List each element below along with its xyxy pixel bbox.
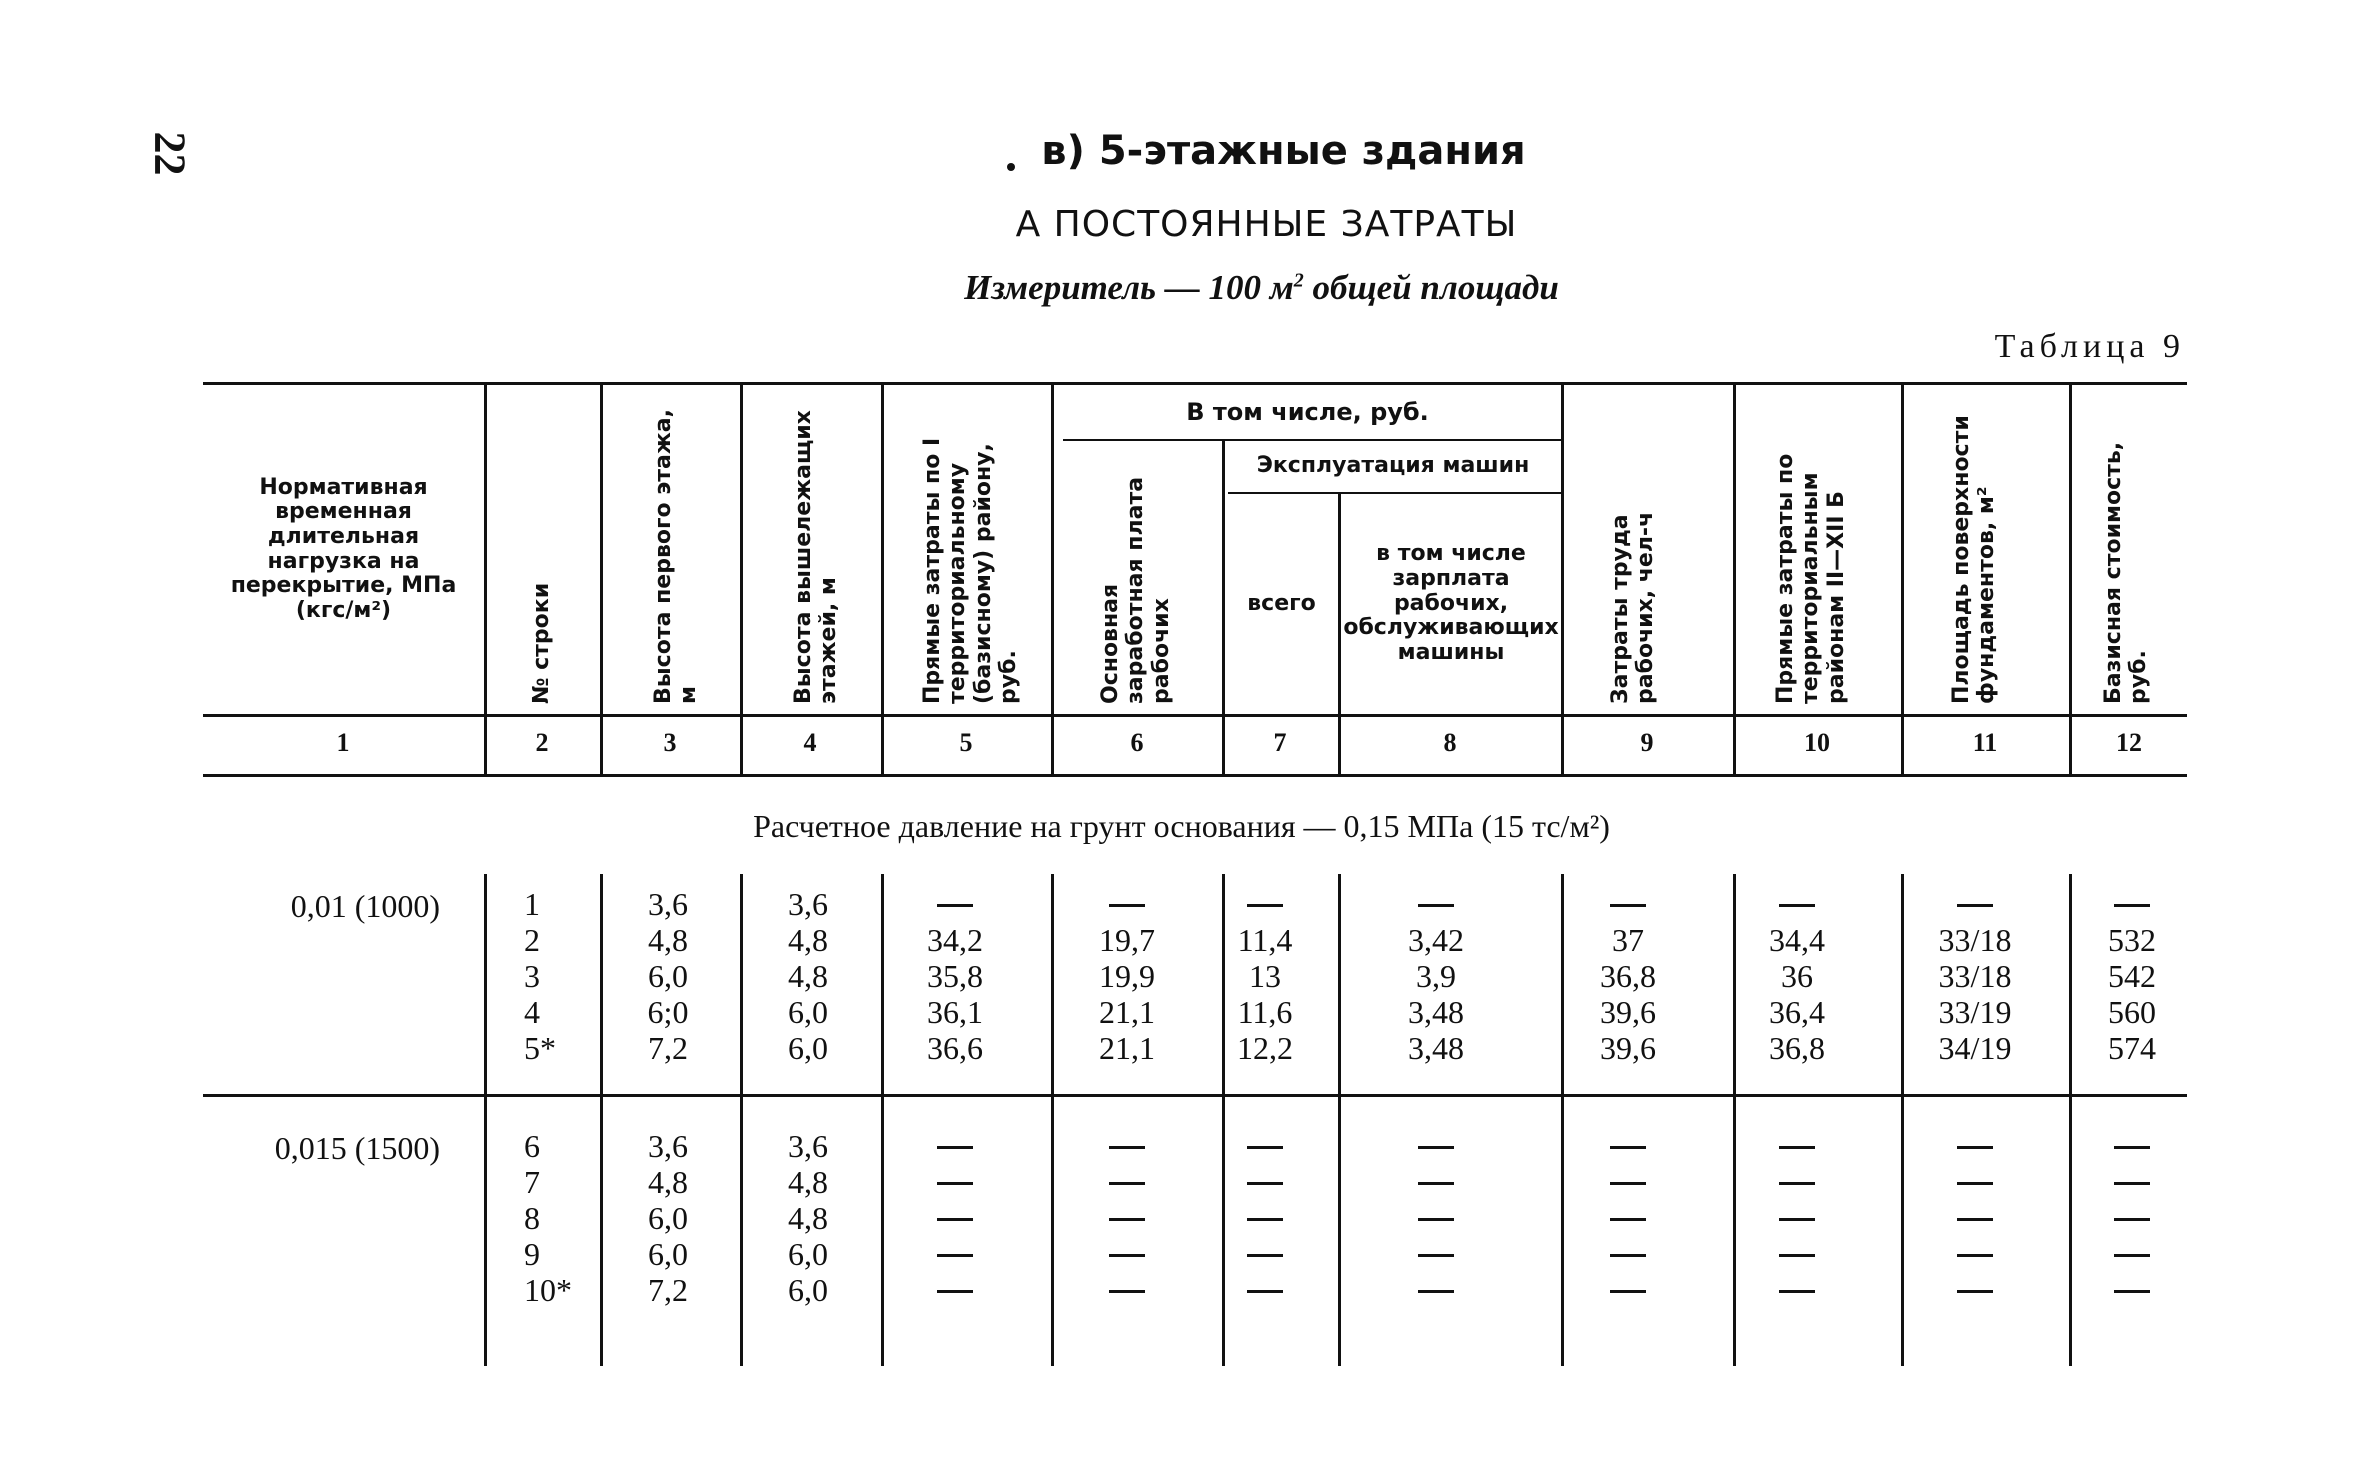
table-cell (1418, 1164, 1454, 1200)
table-cell: 34/19 (1938, 1030, 2012, 1066)
table-cell (1610, 1128, 1646, 1164)
colnum-7: 7 (1273, 728, 1287, 757)
table-cell: 3 (524, 958, 540, 994)
page-number: 22 (145, 131, 195, 176)
table-cell: 4 (524, 994, 540, 1030)
colnum-8: 8 (1443, 728, 1457, 757)
table-cell: 21,1 (1099, 1030, 1155, 1066)
group1-col-first-floor-height (636, 886, 700, 1066)
table-cell: 574 (2108, 1030, 2156, 1066)
colnum-bottom-rule (203, 774, 2187, 777)
table-cell: 3,48 (1408, 994, 1464, 1030)
table-cell: 11,6 (1237, 994, 1293, 1030)
table-cell: 1 (524, 886, 540, 922)
colnum-12: 12 (2116, 728, 2142, 757)
group2-col-row-number (524, 1128, 584, 1308)
header-row-number: № строки (529, 582, 554, 704)
table-cell: 10* (524, 1272, 572, 1308)
header-bottom-rule (203, 714, 2187, 717)
table-cell (1418, 1272, 1454, 1308)
table-cell: 7 (524, 1164, 540, 1200)
table-cell (1247, 1164, 1283, 1200)
table-cell: 4,8 (788, 1164, 828, 1200)
colnum-9: 9 (1640, 728, 1654, 757)
table-cell: 36,6 (927, 1030, 983, 1066)
section-title: Расчетное давление на грунт основания — 0,15 МПа (15 тс/м²) (753, 808, 1610, 844)
table-cell: 6,0 (788, 1030, 828, 1066)
table-cell: 19,9 (1099, 958, 1155, 994)
table-cell: 12,2 (1237, 1030, 1293, 1066)
table-cell (2114, 1272, 2150, 1308)
table-cell (1779, 1272, 1815, 1308)
group1-col-upper-floor-height (776, 886, 840, 1066)
group2-col-base-wage (1092, 1128, 1162, 1308)
colnum-5: 5 (959, 728, 973, 757)
table-cell (1109, 1164, 1145, 1200)
group1-col-foundation-area (1930, 886, 2020, 1066)
table-cell: 8 (524, 1200, 540, 1236)
group1-col-direct-costs-regions (1765, 886, 1829, 1066)
colnum-1: 1 (336, 728, 350, 757)
table-cell: 5* (524, 1030, 556, 1066)
table-cell (937, 1164, 973, 1200)
group2-col-direct-costs-base (920, 1128, 990, 1308)
group2-col-direct-costs-regions (1765, 1128, 1829, 1308)
table-cell (1247, 1272, 1283, 1308)
table-cell: 36,8 (1769, 1030, 1825, 1066)
table-cell: 3,9 (1416, 958, 1456, 994)
header-direct-costs-regions: Прямые затраты по территориальным районам II—XII Б (1773, 453, 1849, 704)
colnum-10: 10 (1804, 728, 1830, 757)
table-cell: 7,2 (648, 1030, 688, 1066)
group1-col-base-cost (2104, 886, 2160, 1066)
table-cell: 3,6 (648, 886, 688, 922)
table-cell: 7,2 (648, 1272, 688, 1308)
table-cell (1779, 1236, 1815, 1272)
table-cell: 39,6 (1600, 1030, 1656, 1066)
group2-col-first-floor-height (636, 1128, 700, 1308)
table-cell: 11,4 (1237, 922, 1293, 958)
table-cell: 4,8 (788, 1200, 828, 1236)
header-base-cost: Базисная стоимость, руб. (2101, 441, 2152, 704)
table-cell: 36,8 (1600, 958, 1656, 994)
table-cell (1957, 1236, 1993, 1272)
colnum-2: 2 (535, 728, 549, 757)
group1-load: 0,01 (1000) (290, 888, 440, 924)
table-cell (937, 1128, 973, 1164)
table-cell (1247, 1200, 1283, 1236)
table-cell (2114, 886, 2150, 922)
header-upper-floor-height: Высота вышележащих этажей, м (791, 410, 842, 704)
table-cell: 4,8 (788, 958, 828, 994)
table-cell (1109, 1236, 1145, 1272)
group2-col-foundation-area (1930, 1128, 2020, 1308)
table-cell: 532 (2108, 922, 2156, 958)
table-cell (1247, 1128, 1283, 1164)
table-cell: 542 (2108, 958, 2156, 994)
header-machine-operation: Эксплуатация машин (1256, 453, 1530, 479)
table-cell (1109, 1272, 1145, 1308)
table-cell (1610, 1200, 1646, 1236)
table-cell: 3,42 (1408, 922, 1464, 958)
header-load: Нормативная временная длительная нагрузка на перекрытие, МПа (кгс/м²) (230, 474, 457, 623)
table-cell (1109, 1200, 1145, 1236)
table-cell (1418, 886, 1454, 922)
table-cell: 39,6 (1600, 994, 1656, 1030)
header-first-floor-height: Высота первого этажа, м (651, 409, 702, 704)
group2-col-machine-wages (1400, 1128, 1472, 1308)
table-cell (1418, 1128, 1454, 1164)
header-direct-costs-base: Прямые затраты по I территориальному (базисному) району, руб. (920, 437, 1021, 704)
table-cell (1779, 1164, 1815, 1200)
table-cell: 34,4 (1769, 922, 1825, 958)
subheading: А ПОСТОЯННЫЕ ЗАТРАТЫ (1015, 204, 1518, 245)
table-cell (937, 1200, 973, 1236)
table-cell: 19,7 (1099, 922, 1155, 958)
table-cell: 33/19 (1938, 994, 2012, 1030)
table-cell: 36,1 (927, 994, 983, 1030)
table-cell: 6,0 (648, 1236, 688, 1272)
table-cell: 6,0 (648, 1200, 688, 1236)
header-machine-wages: в том числе зарплата рабочих, обслуживающих машины (1343, 541, 1559, 665)
section-heading (0, 128, 2363, 174)
table-cell: 6 (524, 1128, 540, 1164)
group-divider-rule (203, 1094, 2187, 1097)
data-table (203, 382, 2187, 1367)
colnum-6: 6 (1130, 728, 1144, 757)
table-cell: 4,8 (788, 922, 828, 958)
table-cell: 33/18 (1938, 922, 2012, 958)
table-cell (1610, 1272, 1646, 1308)
colnum-11: 11 (1972, 728, 1998, 757)
group1-col-row-number (524, 886, 584, 1066)
table-cell: 3,6 (788, 1128, 828, 1164)
table-cell (1957, 1272, 1993, 1308)
table-cell: 37 (1612, 922, 1644, 958)
group1-col-machines-total (1233, 886, 1297, 1066)
table-cell: 36,4 (1769, 994, 1825, 1030)
table-cell (1610, 1164, 1646, 1200)
header-group-including: В том числе, руб. (1186, 397, 1429, 426)
table-cell: 33/18 (1938, 958, 2012, 994)
heading-text: в) 5-этажные здания (1041, 128, 1526, 174)
group1-col-direct-costs-base (920, 886, 990, 1066)
group1-col-base-wage (1092, 886, 1162, 1066)
table-cell (1779, 886, 1815, 922)
table-label: Таблица 9 (1994, 328, 2185, 365)
table-cell (2114, 1200, 2150, 1236)
table-cell (937, 1236, 973, 1272)
table-cell: 36 (1781, 958, 1813, 994)
table-cell: 6,0 (788, 1236, 828, 1272)
table-cell (1610, 1236, 1646, 1272)
table-cell (1957, 886, 1993, 922)
table-cell: 2 (524, 922, 540, 958)
table-cell: 3,48 (1408, 1030, 1464, 1066)
colnum-4: 4 (803, 728, 817, 757)
table-cell: 560 (2108, 994, 2156, 1030)
table-cell: 6,0 (648, 958, 688, 994)
group2-col-labor-costs (1596, 1128, 1660, 1308)
table-cell: 4,8 (648, 922, 688, 958)
group1-col-labor-costs (1596, 886, 1660, 1066)
group2-col-base-cost (2104, 1128, 2160, 1308)
table-cell (2114, 1236, 2150, 1272)
table-cell (1957, 1200, 1993, 1236)
table-cell: 13 (1249, 958, 1281, 994)
group1-col-machine-wages (1400, 886, 1472, 1066)
table-cell: 35,8 (927, 958, 983, 994)
table-cell: 3,6 (788, 886, 828, 922)
table-cell (1109, 886, 1145, 922)
table-cell (1418, 1236, 1454, 1272)
table-cell (2114, 1128, 2150, 1164)
table-cell: 3,6 (648, 1128, 688, 1164)
table-cell: 34,2 (927, 922, 983, 958)
table-cell (1610, 886, 1646, 922)
table-cell: 6;0 (647, 994, 689, 1030)
table-cell (937, 1272, 973, 1308)
header-foundation-area: Площадь поверхности фундаментов, м² (1949, 415, 2000, 704)
table-cell: 6,0 (788, 994, 828, 1030)
table-cell: 4,8 (648, 1164, 688, 1200)
table-cell (1418, 1200, 1454, 1236)
table-cell (1957, 1128, 1993, 1164)
colnum-3: 3 (663, 728, 677, 757)
table-cell (1779, 1128, 1815, 1164)
bullet-dot (1007, 163, 1015, 171)
table-cell: 6,0 (788, 1272, 828, 1308)
table-cell: 9 (524, 1236, 540, 1272)
group2-col-upper-floor-height (776, 1128, 840, 1308)
table-cell (1109, 1128, 1145, 1164)
group2-col-machines-total (1233, 1128, 1297, 1308)
table-cell (1247, 886, 1283, 922)
table-cell (1247, 1236, 1283, 1272)
table-cell (1957, 1164, 1993, 1200)
measure-unit: Измеритель — 100 $м^2$ общей площади (964, 268, 1559, 307)
header-labor-costs: Затраты труда рабочих, чел-ч (1608, 511, 1659, 704)
table-cell (1779, 1200, 1815, 1236)
table-cell (2114, 1164, 2150, 1200)
table-cell (937, 886, 973, 922)
table-cell: 21,1 (1099, 994, 1155, 1030)
header-machines-total: всего (1247, 590, 1316, 616)
group2-load: 0,015 (1500) (274, 1130, 440, 1166)
header-base-wage: Основная заработная плата рабочих (1098, 476, 1174, 704)
